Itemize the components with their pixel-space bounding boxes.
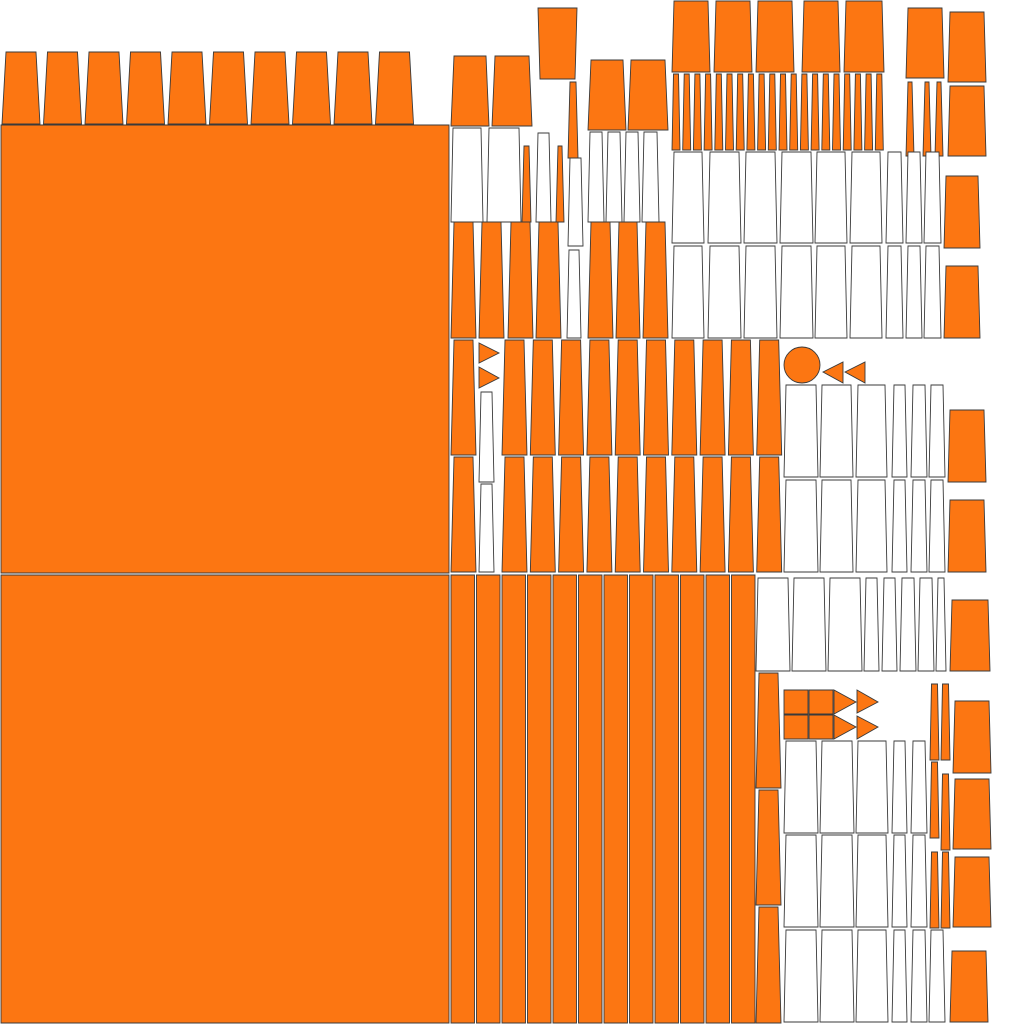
white-island <box>906 152 922 243</box>
vertical-strip-island <box>706 575 730 1023</box>
orange-island <box>758 74 766 150</box>
orange-island <box>802 1 840 72</box>
orange-island <box>451 457 476 572</box>
white-island <box>856 930 888 1022</box>
white-island <box>929 385 945 477</box>
orange-island <box>941 774 950 850</box>
orange-island <box>502 457 527 572</box>
triangle-island <box>845 362 865 383</box>
white-island <box>856 835 888 927</box>
orange-island <box>768 74 776 150</box>
white-island <box>780 246 813 338</box>
white-island <box>784 835 818 927</box>
orange-island <box>800 74 808 150</box>
vertical-strip-island <box>553 575 577 1023</box>
large-square-island-bottom <box>1 575 449 1023</box>
orange-island <box>522 146 531 222</box>
white-island <box>479 484 494 572</box>
white-island <box>856 741 888 833</box>
white-island <box>744 246 777 338</box>
orange-island <box>756 790 781 905</box>
small-square-island <box>809 690 833 714</box>
orange-island <box>756 1 794 72</box>
orange-island <box>953 701 991 773</box>
orange-island <box>906 82 914 156</box>
white-island <box>882 578 897 671</box>
orange-island <box>559 457 584 572</box>
orange-island <box>538 8 577 79</box>
white-island <box>606 132 622 222</box>
orange-island <box>935 82 943 156</box>
white-island <box>924 152 941 243</box>
triangle-island <box>479 343 499 363</box>
white-island <box>911 480 927 572</box>
orange-island <box>756 673 781 788</box>
white-island <box>708 152 741 243</box>
orange-island <box>930 852 939 928</box>
orange-island <box>941 684 950 760</box>
top-row-island <box>251 52 289 124</box>
top-row-island <box>168 52 206 124</box>
white-island <box>536 133 551 222</box>
white-island <box>911 835 927 927</box>
white-island <box>864 578 879 671</box>
top-row-island <box>334 52 372 124</box>
orange-island <box>736 74 744 150</box>
vertical-strip-island <box>528 575 552 1023</box>
white-island <box>828 578 862 671</box>
vertical-strip-island <box>477 575 501 1023</box>
white-island <box>672 152 704 243</box>
white-island <box>744 152 777 243</box>
orange-island <box>944 176 980 248</box>
white-island <box>567 250 581 338</box>
orange-island <box>588 60 626 130</box>
orange-island <box>747 74 755 150</box>
orange-island <box>948 500 986 572</box>
white-island <box>588 132 604 222</box>
white-island <box>708 246 741 338</box>
vertical-strip-island <box>732 575 756 1023</box>
orange-island <box>556 146 564 222</box>
orange-island <box>728 457 753 572</box>
triangle-island <box>823 362 843 383</box>
white-island <box>918 578 934 671</box>
orange-island <box>953 857 991 927</box>
top-row-island <box>127 52 165 124</box>
white-island <box>856 480 887 572</box>
orange-island <box>587 340 612 455</box>
white-island <box>820 385 853 477</box>
orange-island <box>672 457 697 572</box>
orange-island <box>508 222 533 338</box>
orange-island <box>715 74 723 150</box>
orange-island <box>757 457 782 572</box>
white-island <box>856 385 887 477</box>
orange-island <box>588 222 613 338</box>
white-island <box>479 392 494 482</box>
orange-island <box>628 60 668 130</box>
white-island <box>892 385 907 477</box>
white-island <box>784 385 818 477</box>
orange-island <box>643 222 668 338</box>
large-square-island-top <box>1 125 449 573</box>
white-island <box>642 132 659 222</box>
white-island <box>568 158 583 246</box>
white-island <box>780 152 813 243</box>
white-island <box>900 578 916 671</box>
orange-island <box>811 74 819 150</box>
vertical-strip-island <box>502 575 526 1023</box>
white-island <box>929 480 945 572</box>
orange-island <box>854 74 862 150</box>
white-island <box>756 578 790 671</box>
orange-island <box>704 74 712 150</box>
orange-island <box>616 222 640 338</box>
vertical-strip-island <box>579 575 603 1023</box>
orange-island <box>941 852 950 928</box>
white-island <box>850 246 882 338</box>
white-island <box>815 246 847 338</box>
orange-island <box>875 74 883 150</box>
white-island <box>487 128 521 222</box>
orange-island <box>948 12 986 82</box>
small-square-island <box>784 690 808 714</box>
orange-island <box>693 74 701 150</box>
orange-island <box>906 8 944 78</box>
white-island <box>784 741 818 833</box>
vertical-strip-island <box>655 575 679 1023</box>
white-island <box>929 930 945 1022</box>
orange-island <box>728 340 753 455</box>
white-island <box>672 246 704 338</box>
white-island <box>911 385 927 477</box>
orange-island <box>790 74 798 150</box>
vertical-strip-island <box>451 575 475 1023</box>
white-island <box>850 152 882 243</box>
orange-island <box>530 457 555 572</box>
orange-island <box>615 457 640 572</box>
orange-island <box>833 74 841 150</box>
orange-island <box>700 457 725 572</box>
orange-island <box>948 410 986 482</box>
white-island <box>792 578 826 671</box>
orange-island <box>451 222 476 338</box>
triangle-island <box>857 716 878 739</box>
white-island <box>784 480 818 572</box>
orange-island <box>492 56 532 126</box>
triangle-island <box>834 715 856 739</box>
orange-island <box>615 340 640 455</box>
top-row-island <box>85 52 123 124</box>
white-island <box>936 578 946 671</box>
white-island <box>911 741 927 833</box>
orange-island <box>726 74 734 150</box>
white-island <box>892 930 907 1022</box>
orange-island <box>865 74 873 150</box>
white-island <box>784 930 818 1022</box>
orange-island <box>644 457 669 572</box>
orange-island <box>756 907 781 1023</box>
white-island <box>886 152 903 243</box>
orange-island <box>948 86 986 156</box>
circle-island <box>784 347 820 383</box>
orange-island <box>950 951 988 1022</box>
white-island <box>451 128 483 222</box>
large-square-islands <box>1 125 449 1023</box>
vertical-strip-island <box>604 575 628 1023</box>
orange-island <box>568 82 578 158</box>
orange-island <box>950 600 990 671</box>
orange-island <box>672 74 680 150</box>
white-island <box>820 741 854 833</box>
orange-island <box>953 779 991 849</box>
white-island <box>815 152 847 243</box>
orange-island <box>451 340 476 455</box>
top-row-island <box>44 52 82 124</box>
white-island <box>820 835 854 927</box>
orange-island <box>822 74 830 150</box>
white-island <box>624 132 640 222</box>
top-row-island <box>376 52 414 124</box>
orange-island <box>757 340 782 455</box>
orange-island <box>479 222 504 338</box>
white-island <box>820 480 853 572</box>
orange-island <box>559 340 584 455</box>
white-island <box>924 246 941 338</box>
orange-island <box>930 684 939 760</box>
small-square-island <box>784 715 808 739</box>
top-row-island <box>293 52 331 124</box>
orange-island <box>844 1 884 72</box>
orange-island <box>923 82 931 156</box>
orange-island <box>536 222 561 338</box>
orange-island <box>930 762 939 838</box>
orange-island <box>843 74 851 150</box>
white-island <box>820 930 854 1022</box>
orange-island <box>502 340 527 455</box>
orange-island <box>530 340 555 455</box>
orange-island <box>683 74 691 150</box>
white-island <box>892 480 907 572</box>
white-island <box>892 741 907 833</box>
orange-island <box>944 266 980 338</box>
white-island <box>892 835 907 927</box>
top-row-island <box>210 52 248 124</box>
vertical-strip-island <box>630 575 654 1023</box>
triangle-island <box>834 690 856 714</box>
top-row-island <box>2 52 40 124</box>
orange-island <box>644 340 669 455</box>
orange-island <box>672 340 697 455</box>
orange-island <box>779 74 787 150</box>
triangle-island <box>857 690 878 713</box>
orange-island <box>672 1 710 72</box>
triangle-island <box>479 367 499 388</box>
orange-island <box>587 457 612 572</box>
orange-island <box>714 1 752 72</box>
orange-island <box>451 56 489 126</box>
white-island <box>911 930 927 1022</box>
white-island <box>886 246 903 338</box>
white-island <box>906 246 922 338</box>
small-square-island <box>809 715 833 739</box>
orange-island <box>700 340 725 455</box>
vertical-strip-island <box>681 575 705 1023</box>
